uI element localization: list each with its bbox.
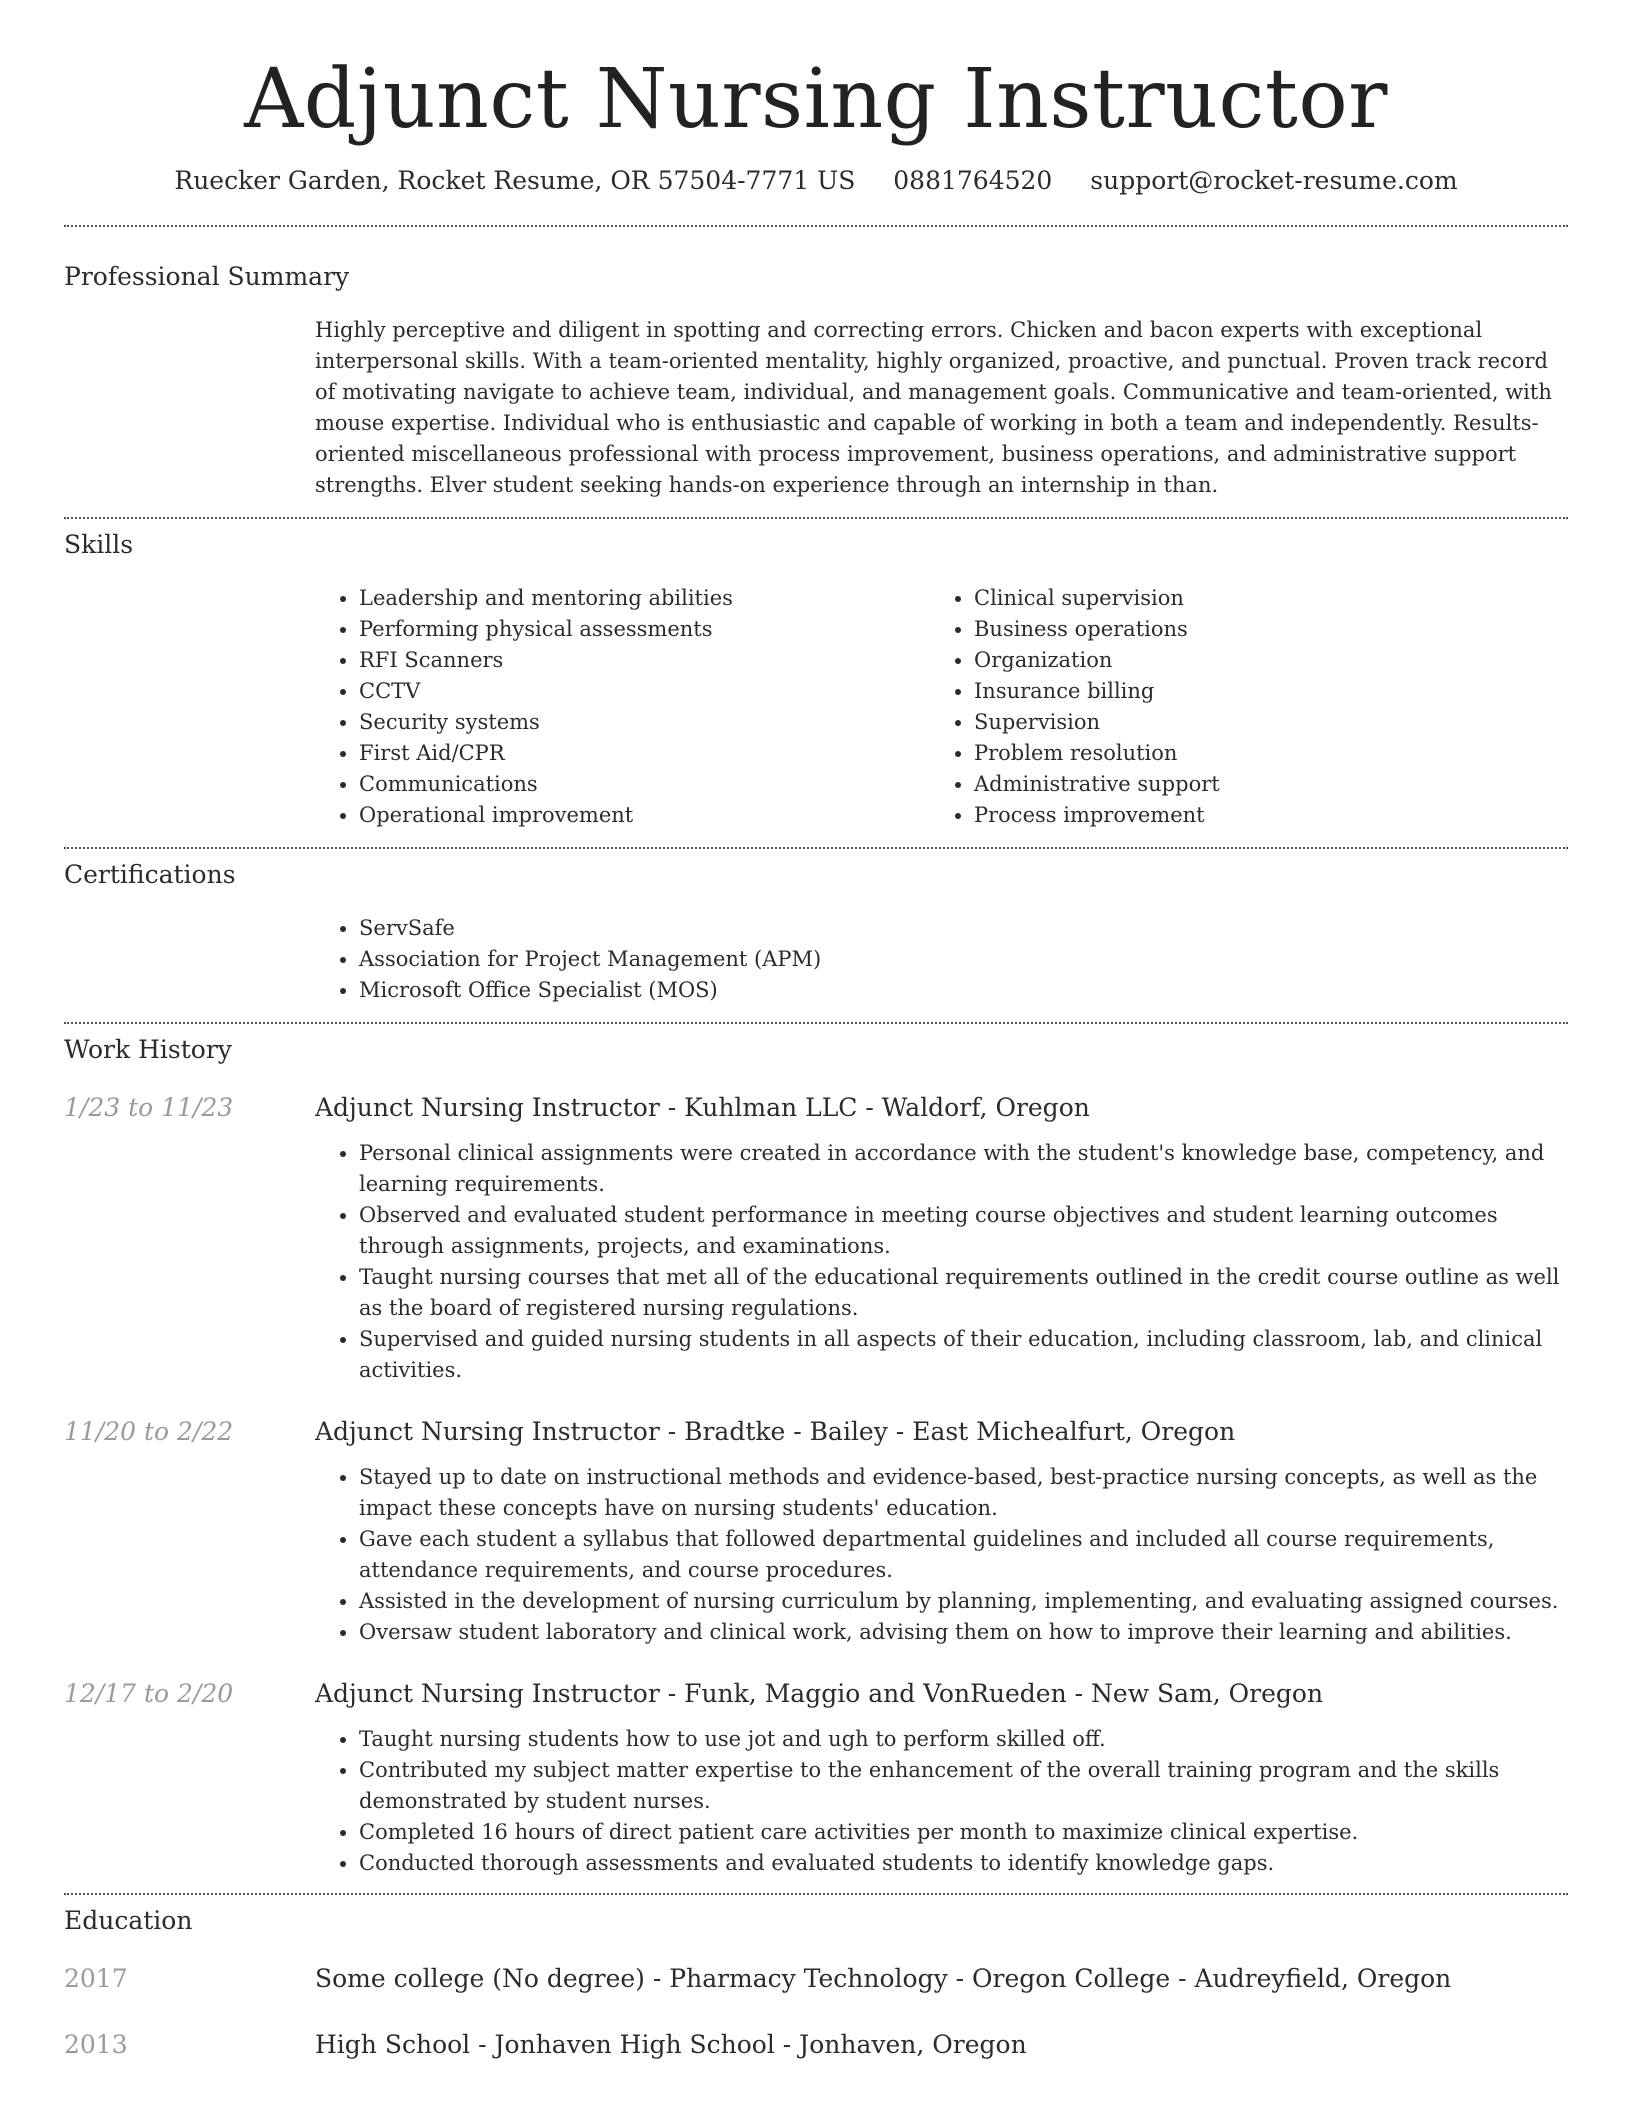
skills-title: Skills — [64, 530, 134, 559]
job-bullets — [315, 1462, 1568, 1648]
skill-item: • Administrative support — [974, 769, 1545, 800]
skills-list-left — [315, 583, 930, 831]
skill-item: • Leadership and mentoring abilities — [359, 583, 930, 614]
summary-text: Highly perceptive and diligent in spotting and correcting errors. Chicken and bacon experts with exceptional interpersonal skills. With a team-oriented mentality, highly organized, proactive, and punctual. Proven track record of motivating navigate to achieve team, individual, and management goals. Communicative and team-oriented, with mouse expertise. Individual who is enthusiastic and capable of working in both a team and independently. Results-oriented miscellaneous professional with process improvement, business operations, and administrative support strengths. Elver student seeking hands-on experience through an internship in than. — [315, 318, 1552, 497]
resume-name-heading: Adjunct Nursing Instructor — [244, 52, 1388, 147]
job-bullet: • Personal clinical assignments were created in accordance with the student's knowledge base, competency, and learning requirements. — [359, 1138, 1568, 1200]
skill-item: • Process improvement — [974, 800, 1545, 831]
job-bullets — [315, 1138, 1568, 1386]
skill-item: • Problem resolution — [974, 738, 1545, 769]
summary-section — [64, 227, 1568, 501]
skill-item: • RFI Scanners — [359, 645, 930, 676]
certifications-title: Certifications — [64, 860, 236, 889]
skill-item: • Supervision — [974, 707, 1545, 738]
job-dates: 1/23 to 11/23 — [64, 1093, 234, 1122]
job-bullet: • Stayed up to date on instructional methods and evidence-based, best-practice nursing concepts, as well as the impact these concepts have on nursing students' education. — [359, 1462, 1568, 1524]
certifications-list — [315, 913, 1568, 1006]
job-title: Adjunct Nursing Instructor - Bradtke - Bailey - East Michealfurt, Oregon — [315, 1417, 1236, 1446]
job-bullet: • Completed 16 hours of direct patient care activities per month to maximize clinical expertise. — [359, 1817, 1568, 1848]
job-bullet: • Observed and evaluated student performance in meeting course objectives and student learning outcomes through assignments, projects, and examinations. — [359, 1200, 1568, 1262]
job-title: Adjunct Nursing Instructor - Kuhlman LLC - Waldorf, Oregon — [315, 1093, 1090, 1122]
certification-item: • Microsoft Office Specialist (MOS) — [359, 975, 1568, 1006]
job-dates: 12/17 to 2/20 — [64, 1679, 234, 1708]
job-bullet: • Contributed my subject matter expertise to the enhancement of the overall training program and the skills demonstrated by student nurses. — [359, 1755, 1568, 1817]
job-bullet: • Oversaw student laboratory and clinical work, advising them on how to improve their learning and abilities. — [359, 1617, 1568, 1648]
skill-item: • Insurance billing — [974, 676, 1545, 707]
education-title: Education — [64, 1906, 193, 1935]
job-entry — [64, 1092, 1568, 1386]
certification-item: • ServSafe — [359, 913, 1568, 944]
skill-item: • Organization — [974, 645, 1545, 676]
skill-item: • Security systems — [359, 707, 930, 738]
skill-item: • First Aid/CPR — [359, 738, 930, 769]
skills-section — [64, 519, 1568, 831]
resume-page — [64, 0, 1568, 2061]
contact-email: support@rocket-resume.com — [1090, 166, 1458, 195]
job-bullet: • Conducted thorough assessments and evaluated students to identify knowledge gaps. — [359, 1848, 1568, 1879]
skill-item: • Clinical supervision — [974, 583, 1545, 614]
job-bullet: • Taught nursing students how to use jot and ugh to perform skilled off. — [359, 1724, 1568, 1755]
education-section — [64, 1895, 1568, 2061]
skills-list-right — [930, 583, 1545, 831]
certifications-section — [64, 849, 1568, 1006]
certification-item: • Association for Project Management (APM) — [359, 944, 1568, 975]
education-entry — [64, 2029, 1568, 2061]
skill-item: • CCTV — [359, 676, 930, 707]
skill-item: • Performing physical assessments — [359, 614, 930, 645]
education-title-line: Some college (No degree) - Pharmacy Technology - Oregon College - Audreyfield, Oregon — [315, 1964, 1452, 1993]
work-history-title: Work History — [64, 1035, 232, 1064]
education-title-line: High School - Jonhaven High School - Jonhaven, Oregon — [315, 2030, 1027, 2059]
job-entry — [64, 1678, 1568, 1893]
skill-item: • Business operations — [974, 614, 1545, 645]
education-year: 2017 — [64, 1964, 128, 1993]
job-bullet: • Assisted in the development of nursing curriculum by planning, implementing, and evaluating assigned courses. — [359, 1586, 1568, 1617]
job-bullet: • Gave each student a syllabus that followed departmental guidelines and included all course requirements, attendance requirements, and course procedures. — [359, 1524, 1568, 1586]
education-entry — [64, 1963, 1568, 1995]
job-entry — [64, 1416, 1568, 1648]
job-title: Adjunct Nursing Instructor - Funk, Maggio and VonRueden - New Sam, Oregon — [315, 1679, 1324, 1708]
contact-address: Ruecker Garden, Rocket Resume, OR 57504-7771 US — [174, 166, 856, 195]
job-bullet: • Taught nursing courses that met all of the educational requirements outlined in the credit course outline as well as the board of registered nursing regulations. — [359, 1262, 1568, 1324]
job-bullet: • Supervised and guided nursing students in all aspects of their education, including classroom, lab, and clinical activities. — [359, 1324, 1568, 1386]
skill-item: • Operational improvement — [359, 800, 930, 831]
work-history-section — [64, 1024, 1568, 1893]
education-year: 2013 — [64, 2030, 128, 2059]
skill-item: • Communications — [359, 769, 930, 800]
summary-title: Professional Summary — [64, 262, 350, 291]
contact-phone: 0881764520 — [893, 166, 1053, 195]
contact-line — [64, 166, 1568, 195]
skills-columns — [315, 583, 1568, 831]
job-bullets — [315, 1724, 1568, 1879]
job-dates: 11/20 to 2/22 — [64, 1417, 234, 1446]
